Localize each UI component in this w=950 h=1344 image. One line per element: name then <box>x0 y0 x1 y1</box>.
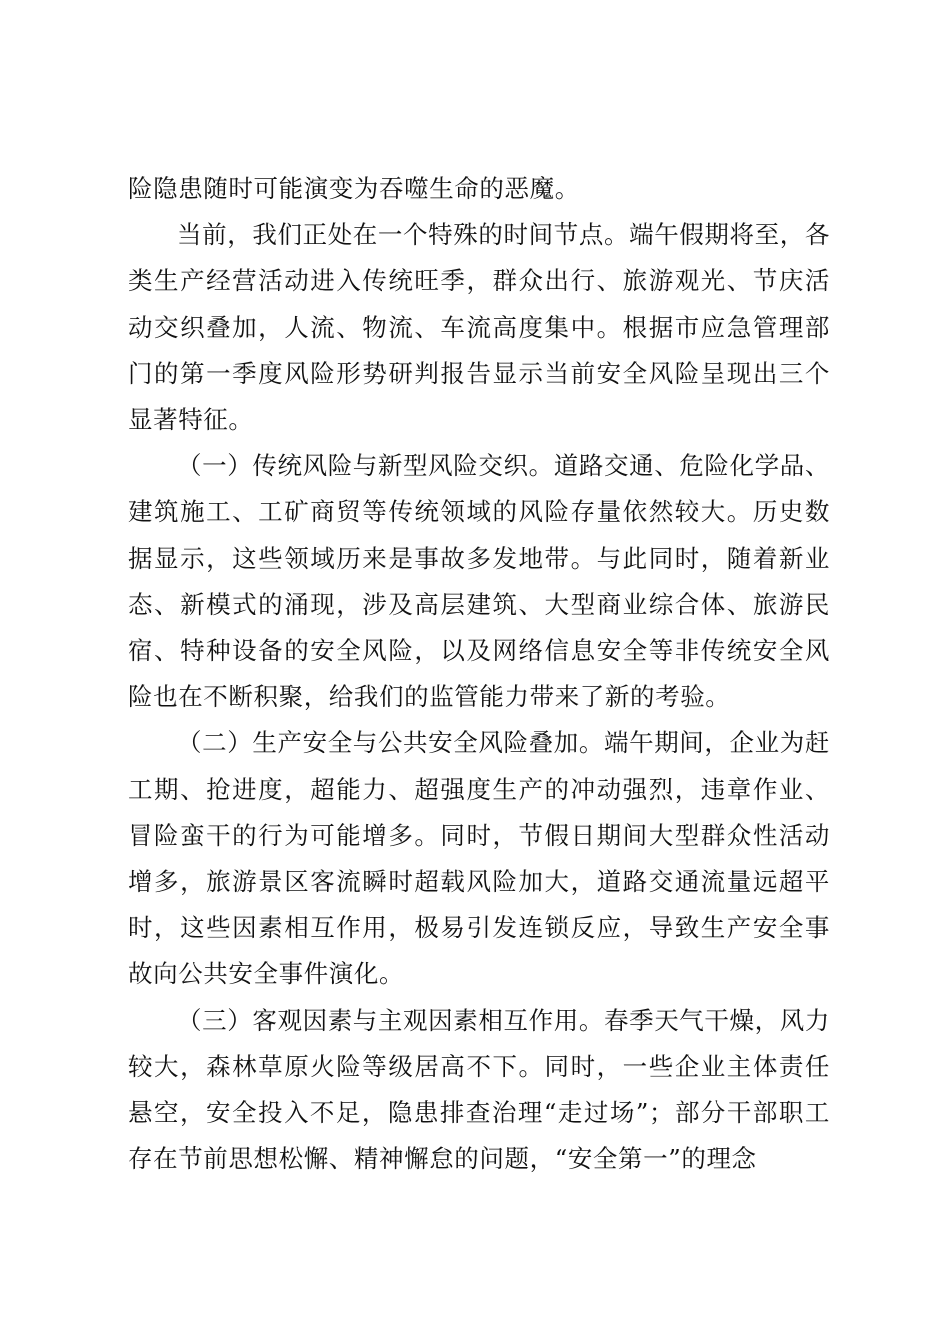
paragraph-point-one: （一）传统风险与新型风险交织。道路交通、危险化学品、建筑施工、工矿商贸等传统领域的风险存量依然较大。历史数据显示，这些领域历来是事故多发地带。与此同时，随着新业态、新模式的涌现，涉及高层建筑、大型商业综合体、旅游民宿、特种设备的安全风险，以及网络信息安全等非传统安全风险也在不断积聚，给我们的监管能力带来了新的考验。 <box>128 451 830 712</box>
paragraph-point-two: （二）生产安全与公共安全风险叠加。端午期间，企业为赶工期、抢进度，超能力、超强度生产的冲动强烈，违章作业、冒险蛮干的行为可能增多。同时，节假日期间大型群众性活动增多，旅游景区客流瞬时超载风险加大，道路交通流量远超平时，这些因素相互作用，极易引发连锁反应，导致生产安全事故向公共安全事件演化。 <box>128 728 830 989</box>
paragraph-point-three: （三）客观因素与主观因素相互作用。春季天气干燥，风力较大，森林草原火险等级居高不下。同时，一些企业主体责任悬空，安全投入不足，隐患排查治理“走过场”；部分干部职工存在节前思想松懈、精神懈怠的问题，“安全第一”的理念 <box>128 1005 830 1174</box>
paragraph-continuation: 险隐患随时可能演变为吞噬生命的恶魔。 <box>128 174 580 203</box>
document-body <box>128 166 830 1182</box>
paragraph-current-situation: 当前，我们正处在一个特殊的时间节点。端午假期将至，各类生产经营活动进入传统旺季，群众出行、旅游观光、节庆活动交织叠加，人流、物流、车流高度集中。根据市应急管理部门的第一季度风险形势研判报告显示当前安全风险呈现出三个显著特征。 <box>128 220 830 435</box>
